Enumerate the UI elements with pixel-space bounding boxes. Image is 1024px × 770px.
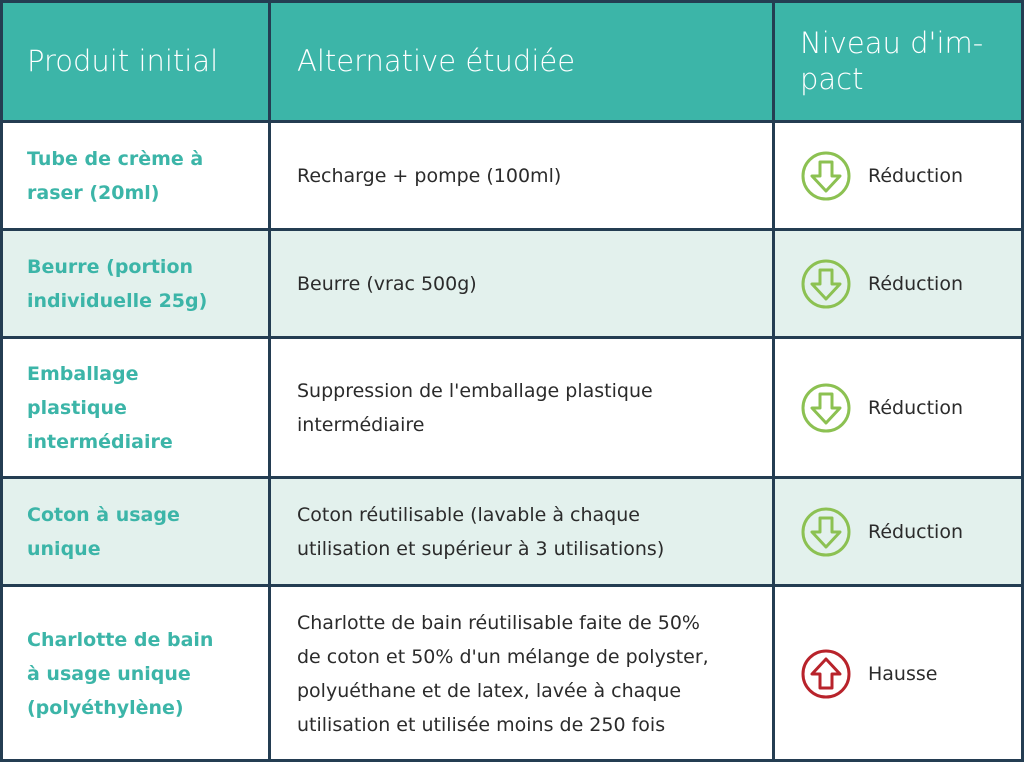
alternative-line: Charlotte de bain réutilisable faite de 50% — [297, 612, 700, 634]
table-row — [0, 122, 1024, 230]
table-row — [0, 478, 1024, 586]
alternative-line: utilisation et supérieur à 3 utilisations) — [297, 538, 665, 560]
product-line: Beurre (portion — [27, 256, 194, 278]
product-line: (polyéthylène) — [27, 697, 184, 719]
row-divider — [0, 120, 1024, 123]
arrow-down-circle-icon — [800, 258, 852, 310]
alternative-line: Suppression de l'emballage plastique — [297, 380, 653, 402]
table-border-bottom — [0, 759, 1024, 762]
product-line: individuelle 25g) — [27, 290, 208, 312]
header-niveau-impact — [774, 0, 1024, 122]
alternative-line: de coton et 50% d'un mélange de polyster, — [297, 646, 709, 668]
table-header — [0, 0, 1024, 122]
arrow-down-circle-icon — [800, 506, 852, 558]
arrow-down-circle-icon — [800, 382, 852, 434]
arrow-down-circle-icon — [800, 150, 852, 202]
product-cell — [0, 478, 270, 586]
impact-label: Réduction — [868, 521, 963, 543]
impact-cell — [774, 338, 1024, 478]
table-row — [0, 338, 1024, 478]
table-border-left — [0, 0, 3, 762]
alternative-cell — [270, 338, 774, 478]
table-row — [0, 230, 1024, 338]
alternative-cell — [270, 586, 774, 762]
row-divider — [0, 228, 1024, 231]
product-cell — [0, 122, 270, 230]
product-line: Tube de crème à — [27, 148, 204, 170]
product-line: Charlotte de bain — [27, 629, 214, 651]
row-divider — [0, 336, 1024, 339]
impact-label: Réduction — [868, 165, 963, 187]
alternative-cell — [270, 478, 774, 586]
alternative-line: polyuéthane et de latex, lavée à chaque — [297, 680, 682, 702]
table-row — [0, 586, 1024, 762]
header-col2-label: Alternative étudiée — [297, 44, 576, 78]
row-divider — [0, 584, 1024, 587]
impact-cell — [774, 230, 1024, 338]
product-cell — [0, 586, 270, 762]
product-cell — [0, 338, 270, 478]
alternative-line: intermédiaire — [297, 414, 425, 436]
header-col3-line2: pact — [800, 62, 864, 96]
impact-cell — [774, 586, 1024, 762]
alternative-cell — [270, 122, 774, 230]
product-line: à usage unique — [27, 663, 191, 685]
header-alternative — [270, 0, 774, 122]
impact-label: Réduction — [868, 273, 963, 295]
product-line: intermédiaire — [27, 431, 173, 453]
alternative-line: utilisation et utilisée moins de 250 fois — [297, 714, 666, 736]
impact-cell — [774, 122, 1024, 230]
impact-label: Réduction — [868, 397, 963, 419]
product-line: Coton à usage — [27, 504, 180, 526]
header-produit-initial — [0, 0, 270, 122]
header-col1-label: Produit initial — [27, 44, 219, 78]
alternative-cell — [270, 230, 774, 338]
product-line: plastique — [27, 397, 127, 419]
product-line: unique — [27, 538, 101, 560]
alternative-line: Coton réutilisable (lavable à chaque — [297, 504, 640, 526]
product-line: Emballage — [27, 363, 139, 385]
header-col3-line1: Niveau d'im- — [800, 26, 984, 60]
impact-cell — [774, 478, 1024, 586]
impact-label: Hausse — [868, 663, 938, 685]
product-cell — [0, 230, 270, 338]
product-line: raser (20ml) — [27, 182, 160, 204]
row-divider — [0, 476, 1024, 479]
arrow-up-circle-icon — [800, 648, 852, 700]
alternative-line: Beurre (vrac 500g) — [297, 273, 477, 295]
table-border-top — [0, 0, 1024, 3]
column-divider — [772, 0, 775, 762]
alternative-line: Recharge + pompe (100ml) — [297, 165, 562, 187]
column-divider — [268, 0, 271, 762]
